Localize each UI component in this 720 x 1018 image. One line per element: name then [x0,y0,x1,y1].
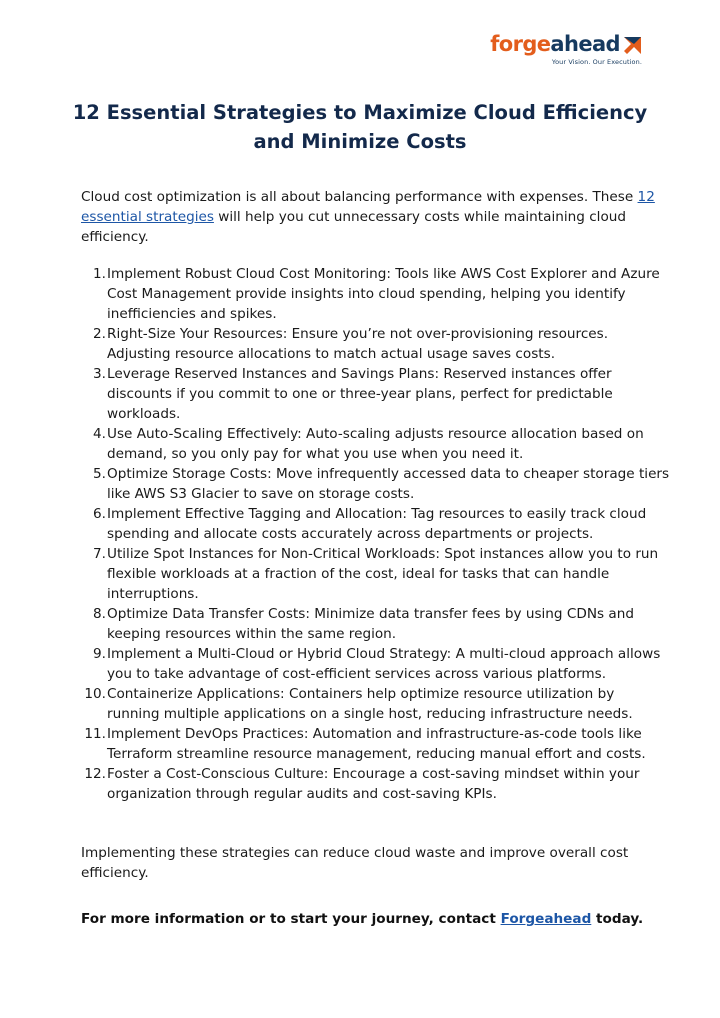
strategy-text: Implement Robust Cloud Cost Monitoring: Tools like AWS Cost Explorer and Azure Cost Management provide insights into cloud spending, helping you identify inefficiencies and spikes. [107,266,660,322]
strategy-number: 11. [84,726,106,742]
intro-text-start: Cloud cost optimization is all about balancing performance with expenses. These [81,189,638,205]
strategy-text: Containerize Applications: Containers help optimize resource utilization by running multiple applications on a single host, reducing infrastructure needs. [107,686,633,722]
strategy-number: 12. [84,766,106,782]
strategy-number: 10. [84,686,106,702]
strategy-number: 9. [93,646,106,662]
strategy-item [81,424,671,464]
strategy-item [81,644,671,684]
strategy-number: 2. [93,326,106,342]
title-line-1: 12 Essential Strategies to Maximize Cloud Efficiency [72,101,648,124]
strategy-text: Optimize Data Transfer Costs: Minimize data transfer fees by using CDNs and keeping resources within the same region. [107,606,634,642]
strategy-number: 4. [93,426,106,442]
strategy-text: Leverage Reserved Instances and Savings Plans: Reserved instances offer discounts if you commit to one or three-year plans, perfect for predictable workloads. [107,366,613,422]
strategy-item [81,464,671,504]
strategy-number: 6. [93,506,106,522]
strategy-number: 8. [93,606,106,622]
strategy-text: Optimize Storage Costs: Move infrequently accessed data to cheaper storage tiers like AWS S3 Glacier to save on storage costs. [107,466,670,502]
strategy-text: Implement Effective Tagging and Allocation: Tag resources to easily track cloud spending and allocate costs accurately across departments or projects. [107,506,647,542]
brand-logo [490,34,642,66]
arrow-logo-icon [622,36,642,54]
strategy-list [81,264,671,804]
cta-text-start: For more information or to start your journey, contact [81,911,501,927]
strategy-item [81,724,671,764]
strategy-item [81,604,671,644]
strategy-item [81,264,671,324]
strategy-item [81,504,671,544]
intro-text-end: will help you cut unnecessary costs while maintaining cloud efficiency. [81,209,627,245]
strategy-item [81,324,671,364]
strategy-text: Use Auto-Scaling Effectively: Auto-scaling adjusts resource allocation based on demand, so you only pay for what you use when you need it. [107,426,644,462]
logo-wordmark-ahead: ahead [550,32,620,56]
strategy-text: Implement DevOps Practices: Automation and infrastructure-as-code tools like Terraform streamline resource management, reducing manual effort and costs. [107,726,646,762]
strategy-number: 3. [93,366,106,382]
cta-text-end: today. [591,911,644,927]
strategy-item [81,364,671,424]
intro-paragraph [81,187,667,247]
cta-paragraph [81,909,667,929]
closing-paragraph: Implementing these strategies can reduce cloud waste and improve overall cost efficiency. [81,845,629,881]
strategy-text: Implement a Multi-Cloud or Hybrid Cloud Strategy: A multi-cloud approach allows you to take advantage of cost-efficient services across various platforms. [107,646,661,682]
strategy-item [81,684,671,724]
logo-tagline: Your Vision. Our Execution. [551,58,642,66]
logo-wordmark-forge: forge [490,32,551,56]
title-line-2: and Minimize Costs [253,130,467,153]
forgeahead-contact-link[interactable]: Forgeahead [500,911,592,927]
strategy-item [81,544,671,604]
strategy-text: Foster a Cost-Conscious Culture: Encourage a cost-saving mindset within your organization through regular audits and cost-saving KPIs. [107,766,640,802]
strategy-text: Right-Size Your Resources: Ensure you’re not over-provisioning resources. Adjusting resource allocations to match actual usage saves costs. [107,326,609,362]
strategy-number: 5. [93,466,106,482]
strategy-item [81,764,671,804]
strategy-text: Utilize Spot Instances for Non-Critical Workloads: Spot instances allow you to run flexible workloads at a fraction of the cost, ideal for tasks that can handle interruptions. [107,546,659,602]
page-title [60,98,660,156]
strategy-number: 1. [93,266,106,282]
strategy-number: 7. [93,546,106,562]
logo-wordmark [490,34,620,55]
strategies-link[interactable]: 12 essential strategies [81,189,655,225]
